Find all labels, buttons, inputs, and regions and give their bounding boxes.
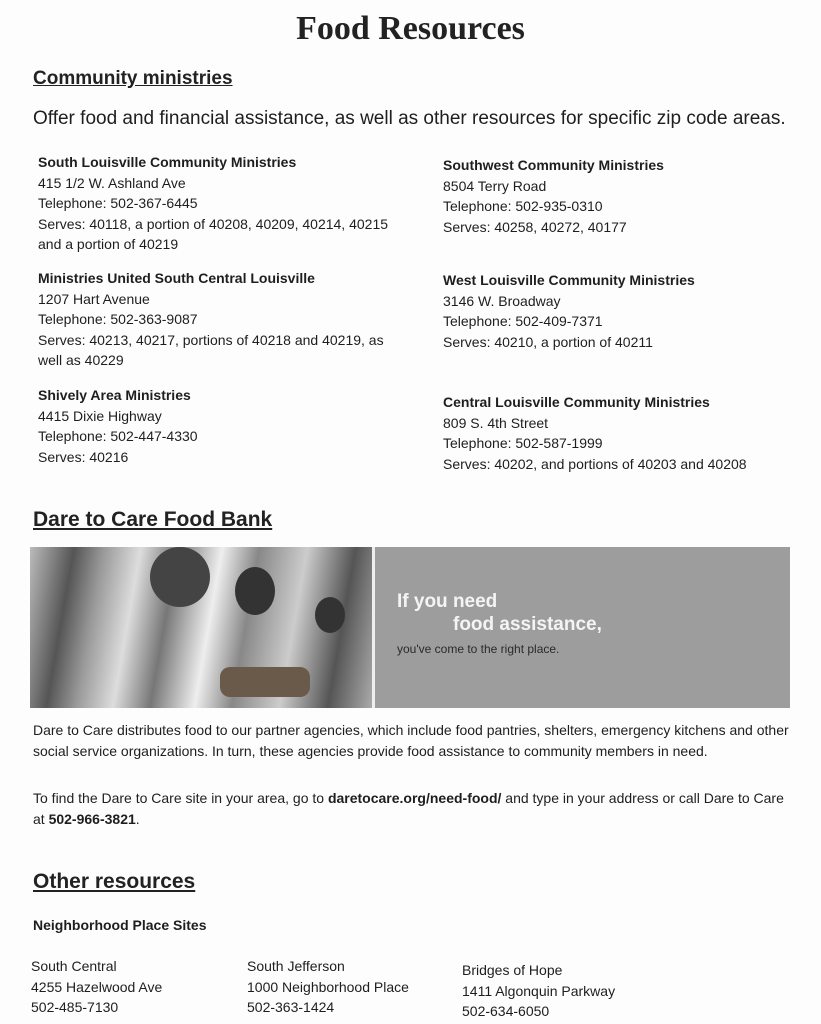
dare-description: Dare to Care distributes food to our partner agencies, which include food pantries, shelters, emergency kitchens and other social service organizations. In turn, these agencies provide food assistance to community members in need.	[33, 722, 789, 759]
site-address: 4255 Hazelwood Ave	[31, 978, 163, 995]
dare-instructions	[33, 788, 793, 829]
dare-to-care-heading: Dare to Care Food Bank	[33, 508, 273, 531]
site-name: South Jefferson	[247, 958, 345, 974]
page-title: Food Resources	[296, 10, 525, 47]
ministry-serves: Serves: 40213, 40217, portions of 40218 and 40219, as well as 40229	[38, 331, 384, 368]
ministry-address: 415 1/2 W. Ashland Ave	[38, 174, 186, 191]
community-ministries-heading: Community ministries	[33, 68, 233, 89]
ministry-name: Southwest Community Ministries	[443, 157, 664, 173]
ministry-address: 809 S. 4th Street	[443, 414, 549, 431]
other-resources-heading: Other resources	[33, 870, 196, 893]
instructions-text: .	[135, 810, 140, 827]
ministry-phone: Telephone: 502-447-4330	[38, 428, 198, 444]
neighborhood-place-heading: Neighborhood Place Sites	[33, 917, 207, 933]
volunteers-photo	[30, 547, 372, 708]
banner-line-2: food assistance,	[453, 614, 602, 635]
ministry-entry	[38, 268, 408, 371]
instructions-text: To find the Dare to Care site in your area, go to	[33, 790, 328, 806]
ministry-address: 4415 Dixie Highway	[38, 407, 162, 424]
ministry-serves: Serves: 40258, 40272, 40177	[443, 218, 627, 235]
ministry-phone: Telephone: 502-367-6445	[38, 195, 198, 211]
banner-line-1: If you need	[397, 591, 498, 612]
banner-message	[372, 547, 790, 708]
ministry-entry	[443, 155, 813, 237]
ministry-entry	[38, 385, 408, 467]
ministry-address: 8504 Terry Road	[443, 177, 547, 194]
site-phone: 502-634-6050	[462, 1003, 550, 1019]
ministry-name: Ministries United South Central Louisville	[38, 270, 315, 286]
ministry-name: South Louisville Community Ministries	[38, 154, 297, 170]
site-address: 1000 Neighborhood Place	[247, 978, 409, 995]
ministry-name: West Louisville Community Ministries	[443, 272, 695, 288]
ministry-entry	[38, 152, 408, 255]
ministry-address: 1207 Hart Avenue	[38, 290, 150, 307]
neighborhood-site	[31, 956, 162, 1018]
ministry-address: 3146 W. Broadway	[443, 292, 561, 309]
dare-to-care-phone: 502-966-3821	[48, 810, 136, 827]
ministry-entry	[443, 392, 813, 474]
banner-line-3: you've come to the right place.	[397, 642, 560, 656]
ministry-serves: Serves: 40118, a portion of 40208, 40209, 40214, 40215 and a portion of 40219	[38, 215, 389, 252]
community-intro: Offer food and financial assistance, as well as other resources for specific zip code areas.	[33, 108, 786, 129]
ministry-phone: Telephone: 502-935-0310	[443, 198, 603, 214]
ministry-entry	[443, 270, 813, 352]
instructions-text: and type in your address or call Dare to Care at	[33, 790, 784, 827]
ministry-phone: Telephone: 502-363-9087	[38, 311, 198, 327]
ministry-name: Shively Area Ministries	[38, 387, 191, 403]
ministry-phone: Telephone: 502-409-7371	[443, 313, 603, 329]
dare-to-care-banner	[30, 547, 790, 708]
site-name: South Central	[31, 958, 117, 974]
ministry-serves: Serves: 40202, and portions of 40203 and 40208	[443, 455, 747, 472]
site-phone: 502-485-7130	[31, 999, 119, 1015]
neighborhood-site	[462, 960, 615, 1022]
ministry-name: Central Louisville Community Ministries	[443, 394, 710, 410]
ministry-phone: Telephone: 502-587-1999	[443, 435, 603, 451]
site-address: 1411 Algonquin Parkway	[462, 982, 616, 999]
dare-to-care-link[interactable]: daretocare.org/need-food/	[327, 790, 502, 806]
ministry-serves: Serves: 40216	[38, 448, 129, 465]
site-name: Bridges of Hope	[462, 962, 563, 978]
site-phone: 502-363-1424	[247, 999, 335, 1015]
neighborhood-site	[247, 956, 409, 1018]
ministry-serves: Serves: 40210, a portion of 40211	[443, 333, 653, 350]
